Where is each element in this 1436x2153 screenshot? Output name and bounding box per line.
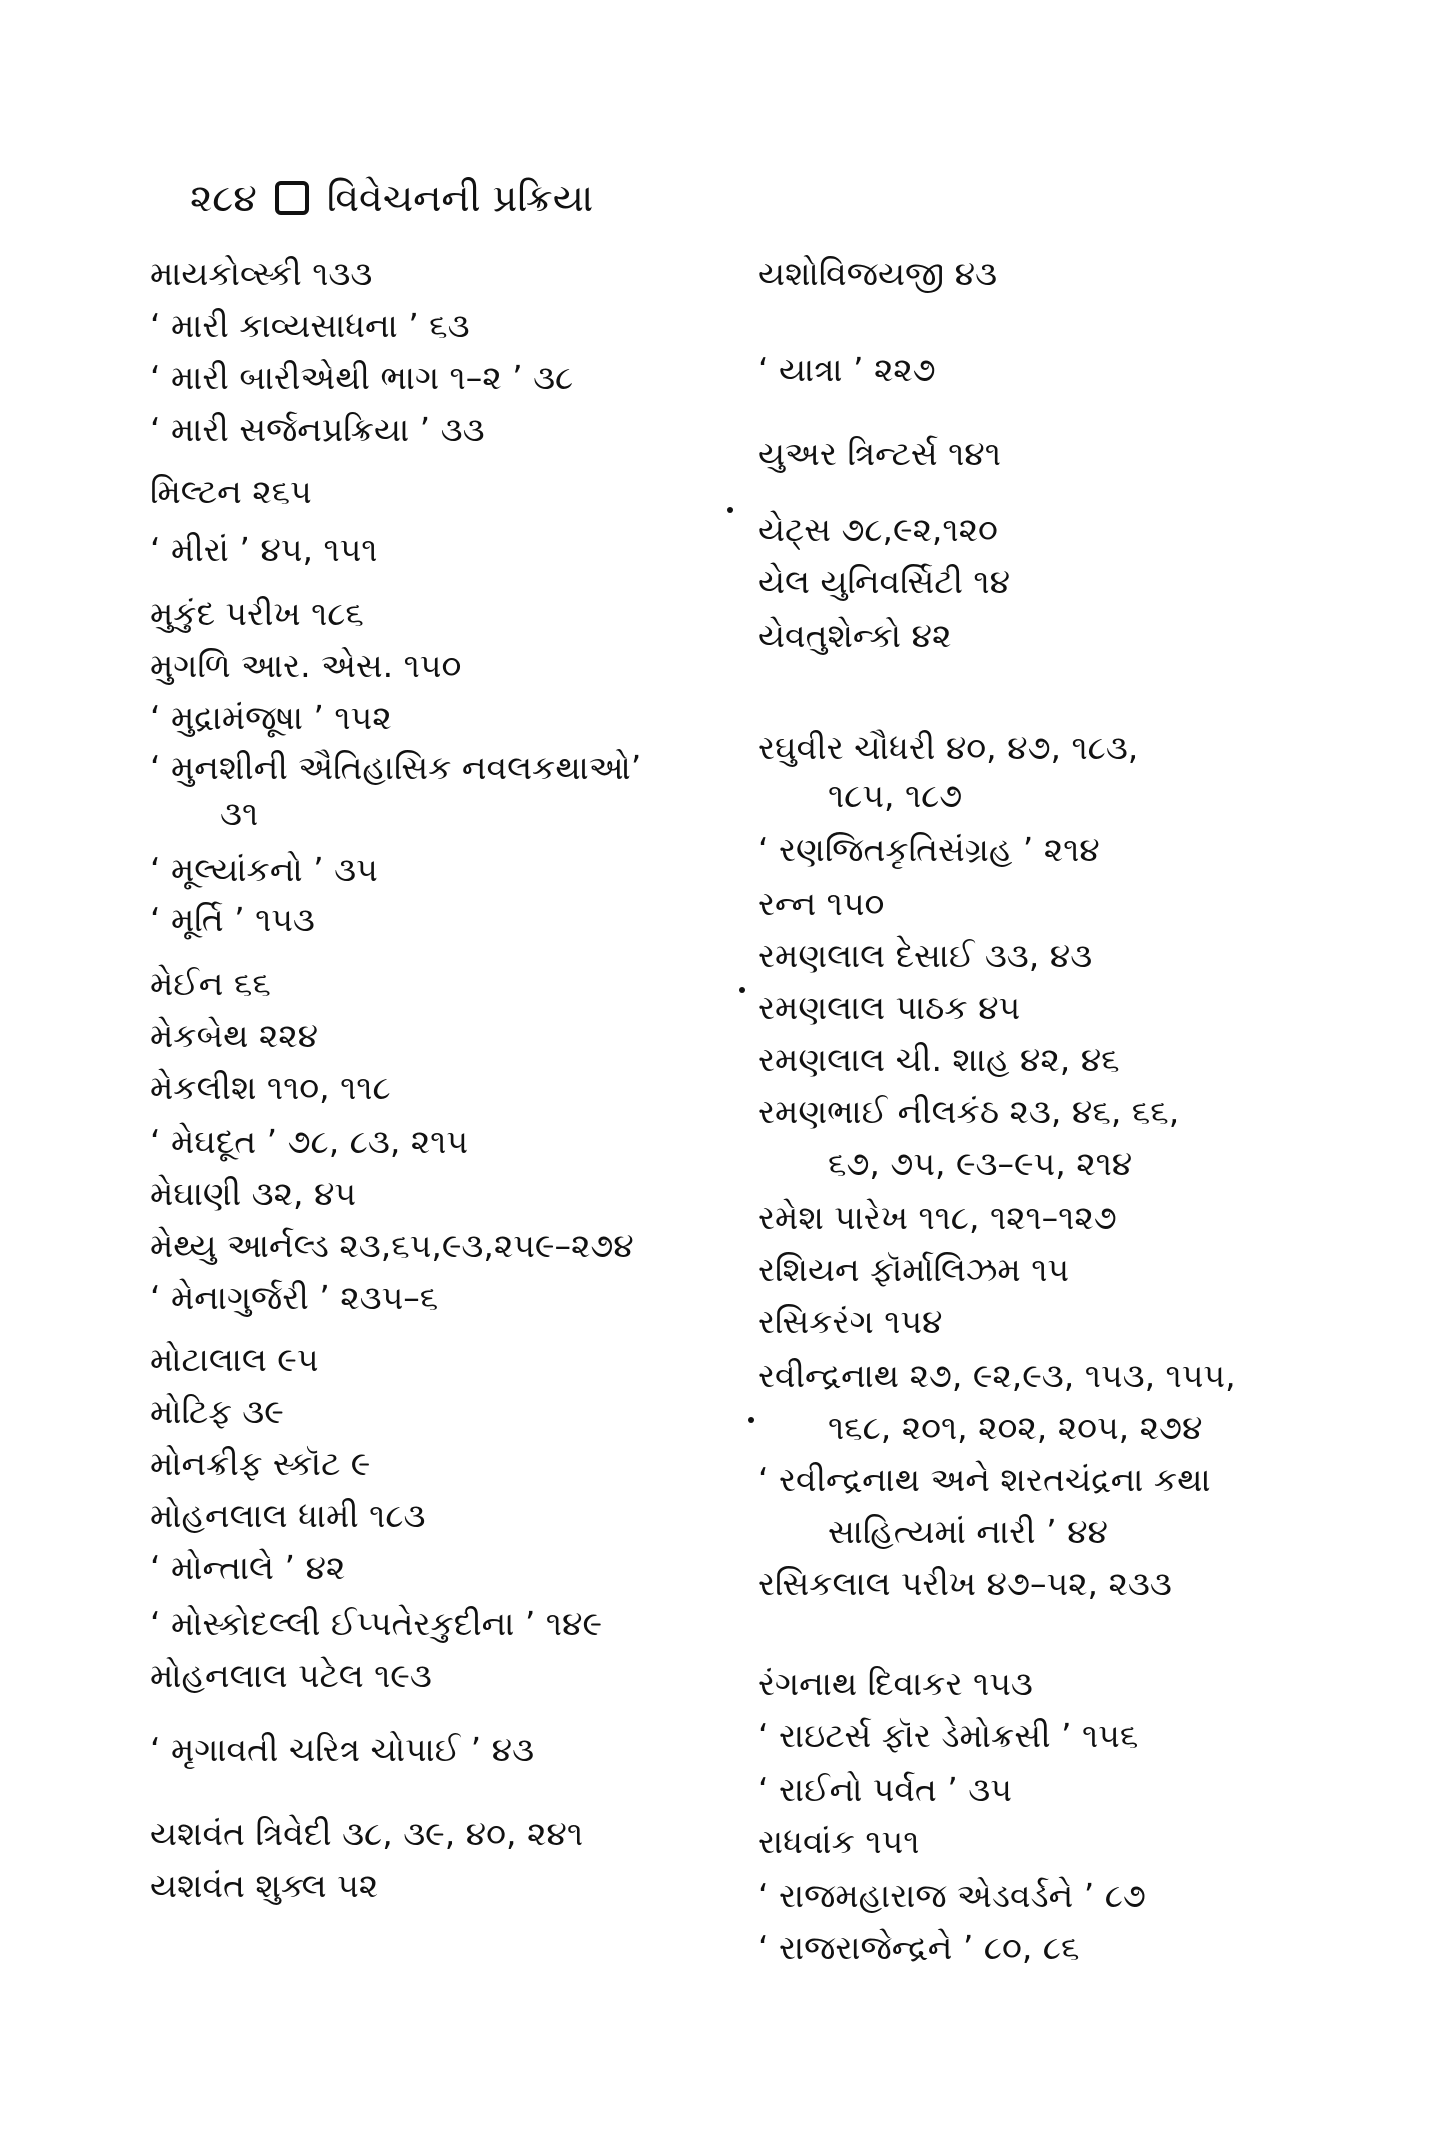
index-entry: મુકુંદ પરીખ ૧૮૬: [150, 594, 364, 633]
index-entry: ‘ મીરાં ’ ૪૫, ૧૫૧: [150, 530, 378, 569]
index-entry: રમણલાલ પાઠક ૪૫: [758, 988, 1021, 1027]
index-entry: મેઈન ૬૬: [150, 964, 271, 1003]
index-entry: ‘ રાજરાજેન્દ્રને ’ ૮૦, ૮૬: [758, 1928, 1080, 1967]
index-entry: યશોવિજયજી ૪૩: [758, 254, 998, 293]
speck-mark: [748, 1417, 754, 1423]
index-entry: યુઅર ત્રિન્ટર્સ ૧૪૧: [758, 434, 1001, 473]
index-entry: ‘ મૂર્તિ ’ ૧૫૩: [150, 900, 315, 939]
index-entry: ‘ મૃગાવતી ચરિત્ર ચોપાઈ ’ ૪૩: [150, 1730, 535, 1769]
index-entry: ‘ રવીન્દ્રનાથ અને શરતચંદ્રના કથા: [758, 1460, 1211, 1499]
index-entry: ‘ મુનશીની ઐતિહાસિક નવલકથાઓ’: [150, 748, 642, 787]
index-entry: યશવંત ત્રિવેદી ૩૮, ૩૯, ૪૦, ૨૪૧: [150, 1814, 583, 1853]
index-entry: ‘ રાઈનો પર્વત ’ ૩૫: [758, 1770, 1012, 1809]
page-header: [190, 168, 593, 228]
index-entry: માયકોવ્સ્કી ૧૩૩: [150, 254, 373, 293]
index-entry: મોહનલાલ પટેલ ૧૯૩: [150, 1656, 432, 1695]
book-title: વિવેચનની પ્રક્રિયા: [326, 175, 594, 220]
index-entry: ‘ રાજમહારાજ એડવર્ડને ’ ૮૭: [758, 1876, 1146, 1915]
index-entry: મોહનલાલ ધામી ૧૮૩: [150, 1496, 426, 1535]
index-entry: ‘ મુદ્રામંજૂષા ’ ૧૫૨: [150, 698, 392, 737]
index-entry: ‘ મૂલ્યાંકનો ’ ૩૫: [150, 850, 378, 889]
index-entry: રશિયન ફૉર્માલિઝમ ૧૫: [758, 1250, 1070, 1289]
index-entry: મોટાલાલ ૯૫: [150, 1340, 319, 1379]
index-entry: રાધવાંક ૧૫૧: [758, 1822, 920, 1861]
index-entry: મેકબેથ ૨૨૪: [150, 1016, 319, 1055]
index-entry: ‘ મોસ્કોદલ્લી ઈપ્પતેરકુદીના ’ ૧૪૯: [150, 1604, 602, 1643]
index-entry: રસિકલાલ પરીખ ૪૭–૫૨, ૨૩૩: [758, 1564, 1172, 1603]
index-entry: રમણભાઈ નીલકંઠ ૨૩, ૪૬, ૬૬,: [758, 1092, 1180, 1131]
index-entry: મેઘાણી ૩૨, ૪૫: [150, 1174, 357, 1213]
index-entry: ‘ મારી કાવ્યસાધના ’ ૬૩: [150, 306, 470, 345]
index-entry-continuation: સાહિત્યમાં નારી ’ ૪૪: [828, 1512, 1108, 1551]
speck-mark: [739, 987, 745, 993]
index-entry: ‘ મોન્તાલે ’ ૪૨: [150, 1548, 346, 1587]
index-entry: રંગનાથ દિવાકર ૧૫૩: [758, 1664, 1033, 1703]
index-entry: યેટ્સ ૭૮,૯૨,૧૨૦: [758, 510, 998, 549]
index-entry: મુગળિ આર. એસ. ૧૫૦: [150, 646, 462, 685]
index-entry-continuation: ૧૮૫, ૧૮૭: [828, 776, 963, 815]
index-entry: રમણલાલ ચી. શાહ ૪૨, ૪૬: [758, 1040, 1120, 1079]
page-number: ૨૮૪: [190, 175, 257, 220]
index-entry-continuation: ૩૧: [220, 794, 259, 833]
index-entry: રમેશ પારેખ ૧૧૮, ૧૨૧–૧૨૭: [758, 1198, 1117, 1237]
index-entry: રન્ન ૧૫૦: [758, 884, 885, 923]
index-entry: મિલ્ટન ૨૬૫: [150, 472, 312, 511]
index-entry: રઘુવીર ચૌધરી ૪૦, ૪૭, ૧૮૩,: [758, 728, 1139, 767]
index-entry: રસિકરંગ ૧૫૪: [758, 1302, 943, 1341]
index-entry-continuation: ૧૬૮, ૨૦૧, ૨૦૨, ૨૦૫, ૨૭૪: [828, 1408, 1203, 1447]
index-entry: રમણલાલ દેસાઈ ૩૩, ૪૩: [758, 936, 1093, 975]
index-entry-continuation: ૬૭, ૭૫, ૯૩–૯૫, ૨૧૪: [828, 1144, 1133, 1183]
index-entry: ‘ મારી સર્જનપ્રક્રિયા ’ ૩૩: [150, 410, 485, 449]
index-entry: ‘ મેનાગુર્જરી ’ ૨૩૫–૬: [150, 1278, 439, 1317]
index-entry: મોનક્રીફ સ્કૉટ ૯: [150, 1444, 371, 1483]
speck-mark: [727, 507, 733, 513]
index-entry: ‘ મેઘદૂત ’ ૭૮, ૮૩, ૨૧૫: [150, 1122, 469, 1161]
index-entry: ‘ મારી બારીએથી ભાગ ૧–૨ ’ ૩૮: [150, 358, 574, 397]
index-entry: ‘ રાઇટર્સ ફૉર ડેમોક્રસી ’ ૧૫૬: [758, 1716, 1139, 1755]
index-entry: ‘ યાત્રા ’ ૨૨૭: [758, 350, 936, 389]
index-entry: મોટિફ ૩૯: [150, 1392, 284, 1431]
index-entry: ‘ રણજિતકૃતિસંગ્રહ ’ ૨૧૪: [758, 830, 1100, 869]
index-entry: મેકલીશ ૧૧૦, ૧૧૮: [150, 1068, 391, 1107]
index-entry: રવીન્દ્રનાથ ૨૭, ૯૨,૯૩, ૧૫૩, ૧૫૫,: [758, 1356, 1236, 1395]
index-entry: યશવંત શુક્લ ૫૨: [150, 1866, 379, 1905]
index-entry: મેથ્યુ આર્નલ્ડ ૨૩,૬૫,૯૩,૨૫૯–૨૭૪: [150, 1226, 634, 1265]
index-entry: યેવતુશેન્કો ૪૨: [758, 616, 952, 655]
square-ornament-icon: [275, 181, 309, 215]
index-entry: યેલ યુનિવર્સિટી ૧૪: [758, 562, 1011, 601]
